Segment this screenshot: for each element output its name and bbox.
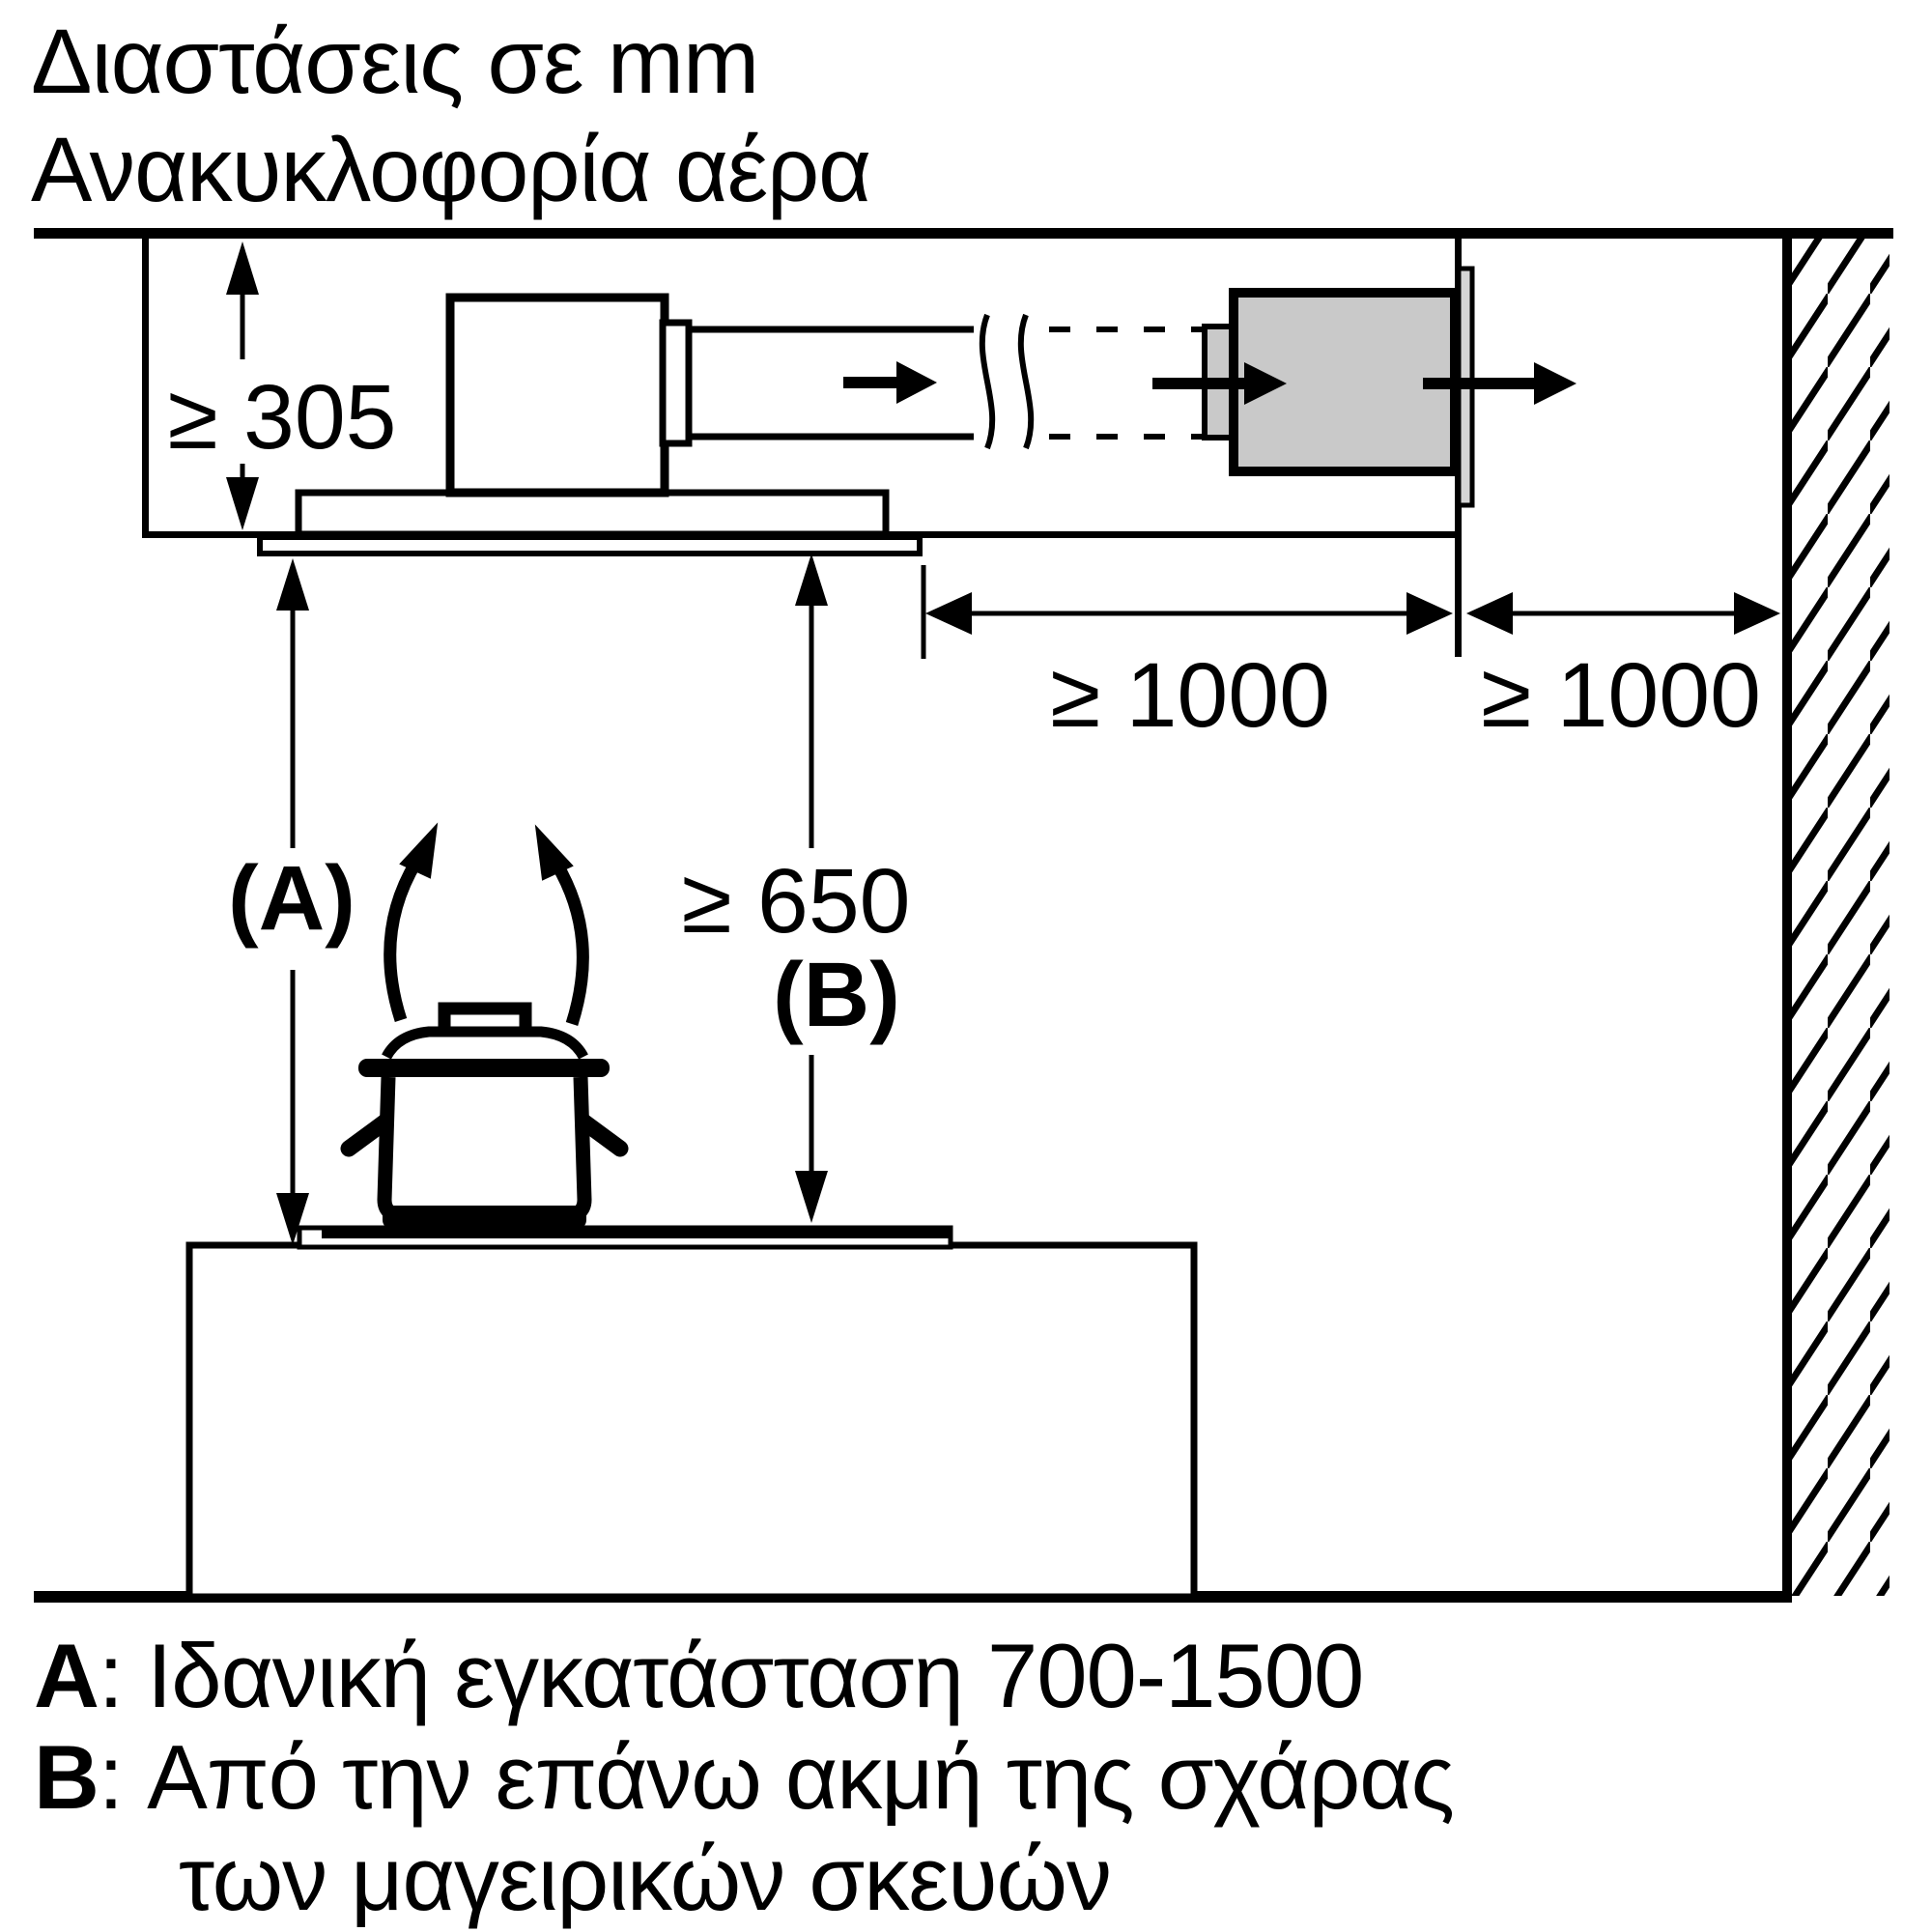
pot-lid (386, 1032, 583, 1057)
ceiling-line (34, 228, 1893, 239)
duct-break-icon (1021, 315, 1031, 448)
title-line-dimensions: Διαστάσεις σε mm (31, 11, 759, 113)
legend-separator: : (98, 1625, 148, 1726)
arrow-up-icon (276, 558, 309, 611)
pot-rim (358, 1059, 610, 1077)
legend-key-a: A (34, 1625, 99, 1726)
legend-text-b: Από την επάνω ακμή της σχάρας των μαγειρικών σκευών (147, 1726, 1454, 1929)
dimension-a (228, 558, 355, 1245)
pot-body (384, 1077, 584, 1217)
dim-650-label: ≥ 650 (681, 850, 911, 952)
arrow-left-icon (925, 592, 972, 635)
dimension-b (681, 554, 910, 1223)
airflow-arrow-icon (896, 361, 937, 404)
legend-separator: : (98, 1726, 148, 1828)
counter (189, 1228, 1194, 1597)
wall-hatch (1792, 233, 1889, 1596)
dim-a-label: (A) (228, 847, 355, 950)
cooktop-grate (322, 1228, 951, 1238)
arrow-down-icon (795, 1171, 828, 1223)
legend (34, 1625, 1541, 1929)
arrow-up-icon (226, 242, 259, 295)
pot-base (383, 1206, 586, 1229)
steam-arrows (390, 815, 583, 1024)
hood-body (298, 493, 886, 534)
duct-connector (663, 323, 689, 443)
duct-break-icon (982, 315, 992, 448)
dim-b-label: (B) (773, 944, 900, 1046)
pot-icon (349, 1009, 620, 1229)
arrow-right-icon (1406, 592, 1453, 635)
dimension-ceiling-clearance (167, 242, 396, 530)
arrow-left-icon (1466, 592, 1513, 635)
steam-arrow-right (556, 864, 582, 1024)
counter-cabinet (189, 1245, 1194, 1597)
arrow-up-icon (795, 554, 828, 606)
legend-key-b: B (34, 1726, 99, 1828)
hood-bottom-panel (260, 537, 920, 554)
dim-1000-right-label: ≥ 1000 (1481, 644, 1761, 747)
legend-item-a (34, 1625, 1541, 1726)
legend-item-b (34, 1726, 1541, 1929)
dim-1000-left-label: ≥ 1000 (1050, 644, 1330, 747)
soffit-left-edge (142, 239, 149, 538)
dim-305-label: ≥ 305 (167, 366, 397, 469)
dimension-duct-right (1466, 592, 1780, 747)
hood-motor-box (450, 298, 665, 493)
steam-arrow-left (390, 862, 416, 1020)
wall-line (1782, 228, 1792, 1600)
dimension-duct-left (923, 565, 1453, 747)
arrow-right-icon (1734, 592, 1780, 635)
title-line-recirculation: Ανακυκλοφορία αέρα (31, 119, 871, 221)
airflow-arrow-icon (1534, 362, 1577, 405)
legend-text-a: Ιδανική εγκατάσταση 700-1500 (147, 1625, 1364, 1726)
arrow-down-icon (226, 477, 259, 530)
